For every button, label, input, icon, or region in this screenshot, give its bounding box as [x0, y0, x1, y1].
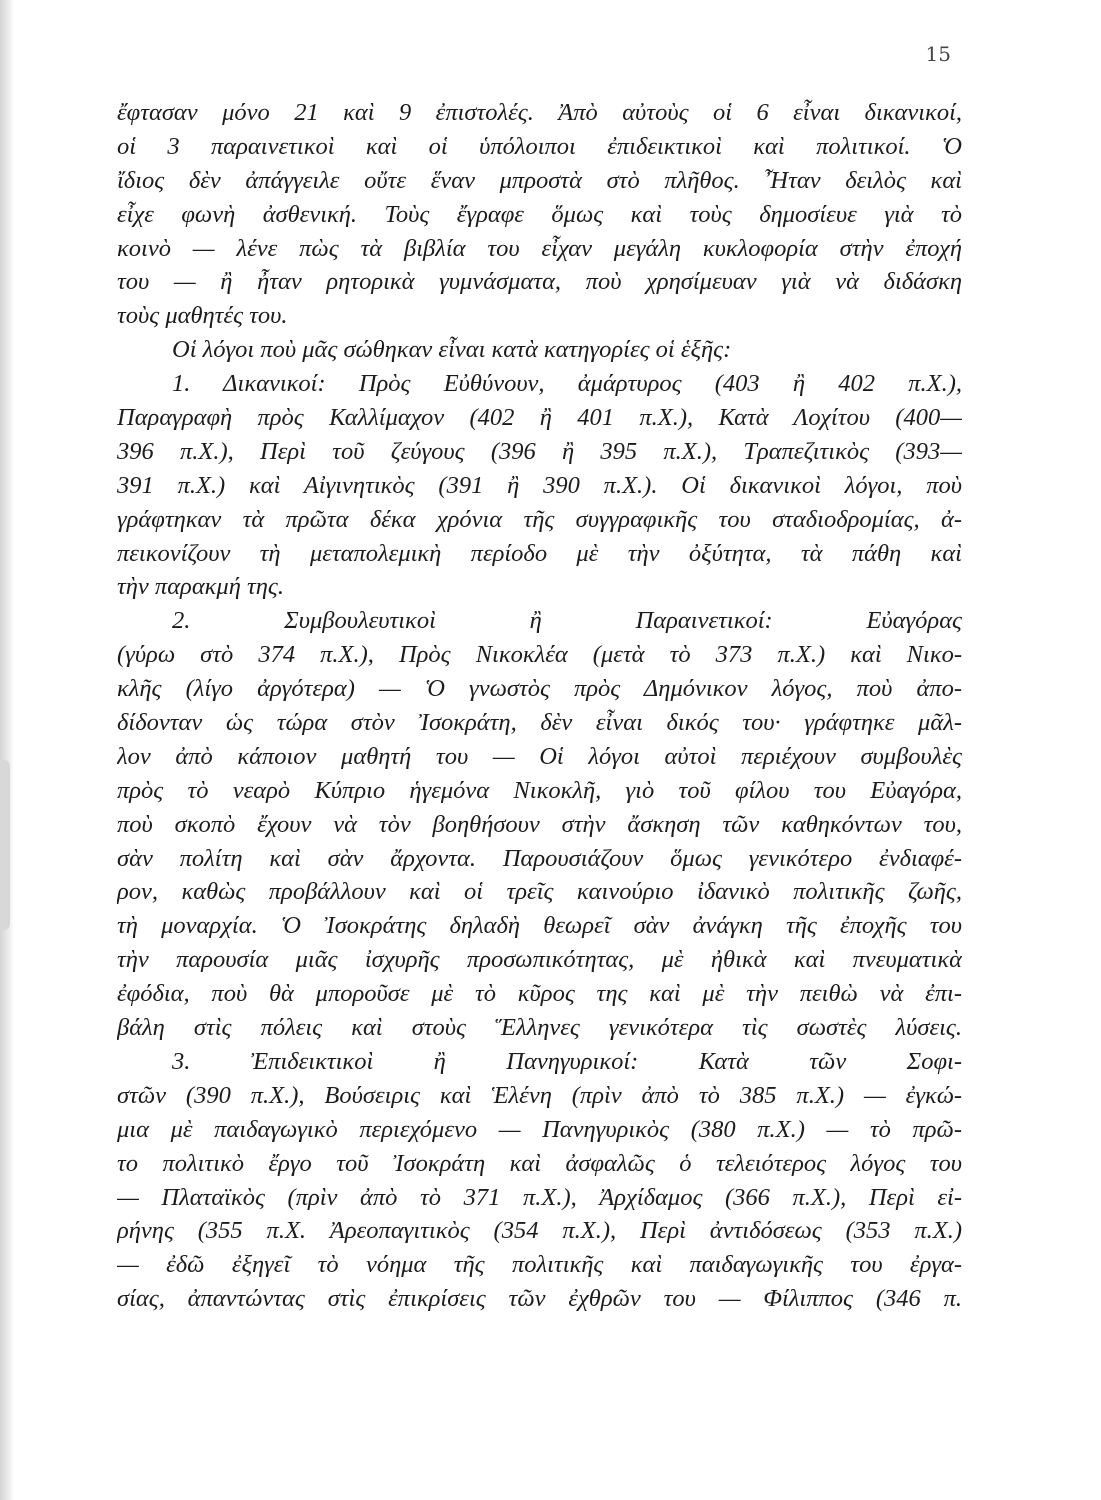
text-line: ἐφόδια, ποὺ θὰ μποροῦσε μὲ τὸ κῦρος της καὶ μὲ τὴν πειθὼ νὰ ἐπι-	[117, 980, 962, 1008]
text-line: πεικονίζουν τὴ μεταπολεμικὴ περίοδο μὲ τὴν ὀξύτητα, τὰ πάθη καὶ	[117, 539, 962, 567]
text-line: σὰν πολίτη καὶ σὰν ἄρχοντα. Παρουσιάζουν ὅμως γενικότερο ἐνδιαφέ-	[117, 844, 962, 872]
text-line: ρον, καθὼς προβάλλουν καὶ οἱ τρεῖς καινούριο ἰδανικὸ πολιτικῆς ζωῆς,	[117, 878, 962, 906]
text-line: 2. Συμβουλευτικοὶ ἢ Παραινετικοί: Εὐαγόρας	[172, 607, 962, 635]
text-line: Οἱ λόγοι ποὺ μᾶς σώθηκαν εἶναι κατὰ κατηγορίες οἱ ἑξῆς:	[172, 336, 732, 364]
text-line: τοὺς μαθητές του.	[117, 302, 288, 330]
text-line: βάλη στὶς πόλεις καὶ στοὺς Ἕλληνες γενικότερα τὶς σωστὲς λύσεις.	[117, 1014, 962, 1042]
text-line: τὴν παρακμή της.	[117, 573, 285, 601]
text-line: — ἐδῶ ἐξηγεῖ τὸ νόημα τῆς πολιτικῆς καὶ παιδαγωγικῆς του ἐργα-	[117, 1251, 962, 1279]
text-line: οἱ 3 παραινετικοὶ καὶ οἱ ὑπόλοιποι ἐπιδεικτικοὶ καὶ πολιτικοί. Ὁ	[117, 132, 962, 160]
text-line: γράφτηκαν τὰ πρῶτα δέκα χρόνια τῆς συγγραφικῆς του σταδιοδρομίας, ἀ-	[117, 505, 962, 533]
text-line: δίδονταν ὡς τώρα στὸν Ἰσοκράτη, δὲν εἶναι δικός του· γράφτηκε μᾶλ-	[117, 709, 962, 737]
text-line: τὴν παρουσία μιᾶς ἰσχυρῆς προσωπικότητας, μὲ ἠθικὰ καὶ πνευματικὰ	[117, 946, 962, 974]
text-line: κλῆς (λίγο ἀργότερα) — Ὁ γνωστὸς πρὸς Δημόνικον λόγος, ποὺ ἀπο-	[117, 675, 962, 703]
text-line: Παραγραφὴ πρὸς Καλλίμαχον (402 ἢ 401 π.Χ.), Κατὰ Λοχίτου (400—	[117, 404, 962, 432]
text-line: στῶν (390 π.Χ.), Βούσειρις καὶ Ἑλένη (πρὶν ἀπὸ τὸ 385 π.Χ.) — ἐγκώ-	[117, 1081, 962, 1109]
text-line: — Πλαταϊκὸς (πρὶν ἀπὸ τὸ 371 π.Χ.), Ἀρχίδαμος (366 π.Χ.), Περὶ εἰ-	[117, 1183, 962, 1211]
page-number: 15	[925, 42, 951, 66]
page-edge-bump	[0, 760, 10, 930]
text-line: 3. Ἐπιδεικτικοὶ ἢ Πανηγυρικοί: Κατὰ τῶν Σοφι-	[172, 1047, 962, 1075]
text-line: το πολιτικὸ ἔργο τοῦ Ἰσοκράτη καὶ ἀσφαλῶς ὁ τελειότερος λόγος του	[117, 1149, 962, 1177]
text-line: ποὺ σκοπὸ ἔχουν νὰ τὸν βοηθήσουν στὴν ἄσκηση τῶν καθηκόντων του,	[117, 810, 962, 838]
text-line: κοινὸ — λένε πὼς τὰ βιβλία του εἶχαν μεγάλη κυκλοφορία στὴν ἐποχή	[117, 234, 962, 262]
text-line: ρήνης (355 π.Χ. Ἀρεοπαγιτικὸς (354 π.Χ.), Περὶ ἀντιδόσεως (353 π.Χ.)	[117, 1217, 962, 1245]
page-edge-shadow	[0, 0, 14, 1500]
text-line: ἴδιος δὲν ἀπάγγειλε οὔτε ἕναν μπροστὰ στὸ πλῆθος. Ἦταν δειλὸς καὶ	[117, 166, 962, 194]
text-line: μια μὲ παιδαγωγικὸ περιεχόμενο — Πανηγυρικὸς (380 π.Χ.) — τὸ πρῶ-	[117, 1115, 962, 1143]
text-line: σίας, ἀπαντώντας στὶς ἐπικρίσεις τῶν ἐχθρῶν του — Φίλιππος (346 π.	[117, 1285, 962, 1313]
text-line: τὴ μοναρχία. Ὁ Ἰσοκράτης δηλαδὴ θεωρεῖ σὰν ἀνάγκη τῆς ἐποχῆς του	[117, 912, 962, 940]
text-line: λον ἀπὸ κάποιον μαθητή του — Οἱ λόγοι αὐτοὶ περιέχουν συμβουλὲς	[117, 742, 962, 770]
text-line: ἔφτασαν μόνο 21 καὶ 9 ἐπιστολές. Ἀπὸ αὐτοὺς οἱ 6 εἶναι δικανικοί,	[117, 99, 962, 126]
text-line: του — ἢ ἦταν ρητορικὰ γυμνάσματα, ποὺ χρησίμευαν γιὰ νὰ διδάσκη	[117, 268, 962, 296]
text-line: 391 π.Χ.) καὶ Αἰγινητικὸς (391 ἢ 390 π.Χ.). Οἱ δικανικοὶ λόγοι, ποὺ	[117, 471, 962, 499]
text-body	[117, 96, 962, 1316]
text-line: πρὸς τὸ νεαρὸ Κύπριο ἡγεμόνα Νικοκλῆ, γιὸ τοῦ φίλου του Εὐαγόρα,	[117, 776, 962, 804]
text-line: 396 π.Χ.), Περὶ τοῦ ζεύγους (396 ἢ 395 π.Χ.), Τραπεζιτικὸς (393—	[117, 437, 962, 465]
text-line: εἶχε φωνὴ ἀσθενική. Τοὺς ἔγραφε ὅμως καὶ τοὺς δημοσίευε γιὰ τὸ	[117, 200, 962, 228]
text-line: 1. Δικανικοί: Πρὸς Εὐθύνουν, ἀμάρτυρος (403 ἢ 402 π.Χ.),	[172, 370, 962, 398]
text-line: (γύρω στὸ 374 π.Χ.), Πρὸς Νικοκλέα (μετὰ τὸ 373 π.Χ.) καὶ Νικο-	[117, 641, 962, 669]
